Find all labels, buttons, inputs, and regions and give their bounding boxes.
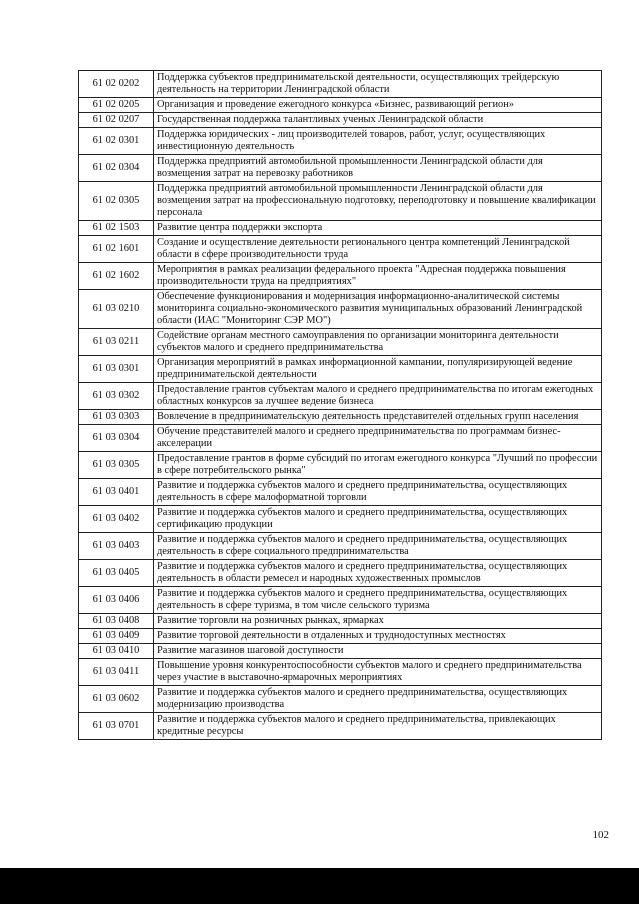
budget-code-table: [78, 70, 602, 740]
row-code-cell: 61 03 0405: [79, 560, 154, 587]
table-row: [79, 383, 602, 410]
row-code-cell: 61 03 0211: [79, 329, 154, 356]
row-description-cell: Предоставление грантов в форме субсидий по итогам ежегодного конкурса "Лучший по профессии в сфере потребительского рынка": [154, 452, 602, 479]
row-code-cell: 61 03 0301: [79, 356, 154, 383]
row-description-cell: Развитие и поддержка субъектов малого и среднего предпринимательства, осуществляющих сертификацию продукции: [154, 506, 602, 533]
table-row: [79, 263, 602, 290]
row-description-cell: Поддержка предприятий автомобильной промышленности Ленинградской области для возмещения затрат на профессиональную подготовку, переподготовку и повышение квалификации персонала: [154, 182, 602, 221]
row-code-cell: 61 02 1601: [79, 236, 154, 263]
row-description-cell: Обучение представителей малого и среднего предпринимательства по программам бизнес-акселерации: [154, 425, 602, 452]
scan-border: [0, 868, 639, 904]
row-code-cell: 61 03 0403: [79, 533, 154, 560]
row-code-cell: 61 02 0304: [79, 155, 154, 182]
row-description-cell: Организация мероприятий в рамках информационной кампании, популяризирующей ведение предпринимательской деятельности: [154, 356, 602, 383]
table-row: [79, 644, 602, 659]
row-code-cell: 61 03 0602: [79, 686, 154, 713]
table-row: [79, 221, 602, 236]
table-row: [79, 290, 602, 329]
table-row: [79, 410, 602, 425]
table-row: [79, 356, 602, 383]
row-description-cell: Развитие и поддержка субъектов малого и среднего предпринимательства, осуществляющих деятельность в области ремесел и народных художественных промыслов: [154, 560, 602, 587]
table-row: [79, 659, 602, 686]
row-code-cell: 61 03 0303: [79, 410, 154, 425]
row-code-cell: 61 03 0304: [79, 425, 154, 452]
row-code-cell: 61 03 0302: [79, 383, 154, 410]
row-code-cell: 61 03 0406: [79, 587, 154, 614]
row-description-cell: Мероприятия в рамках реализации федерального проекта "Адресная поддержка повышения производительности труда на предприятиях": [154, 263, 602, 290]
row-description-cell: Повышение уровня конкурентоспособности субъектов малого и среднего предпринимательства через участие в выставочно-ярмарочных мероприятиях: [154, 659, 602, 686]
row-code-cell: 61 03 0411: [79, 659, 154, 686]
table-row: [79, 686, 602, 713]
table-row: [79, 479, 602, 506]
row-code-cell: 61 03 0401: [79, 479, 154, 506]
table-row: [79, 182, 602, 221]
row-description-cell: Создание и осуществление деятельности регионального центра компетенций Ленинградской области в сфере производительности труда: [154, 236, 602, 263]
row-description-cell: Обеспечение функционирования и модернизация информационно-аналитической системы мониторинга социально-экономического развития муниципальных образований Ленинградской области (ИАС "Мониторинг СЭР МО"): [154, 290, 602, 329]
table-row: [79, 614, 602, 629]
row-code-cell: 61 02 0305: [79, 182, 154, 221]
table-row: [79, 329, 602, 356]
row-code-cell: 61 03 0210: [79, 290, 154, 329]
row-description-cell: Содействие органам местного самоуправления по организации мониторинга деятельности субъектов малого и среднего предпринимательства: [154, 329, 602, 356]
table-row: [79, 71, 602, 98]
row-description-cell: Организация и проведение ежегодного конкурса «Бизнес, развивающий регион»: [154, 98, 602, 113]
row-description-cell: Развитие торговой деятельности в отдаленных и труднодоступных местностях: [154, 629, 602, 644]
row-description-cell: Развитие и поддержка субъектов малого и среднего предпринимательства, осуществляющих деятельность в сфере малоформатной торговли: [154, 479, 602, 506]
row-code-cell: 61 03 0305: [79, 452, 154, 479]
table-row: [79, 155, 602, 182]
row-code-cell: 61 02 0207: [79, 113, 154, 128]
row-code-cell: 61 03 0701: [79, 713, 154, 740]
row-description-cell: Государственная поддержка талантливых ученых Ленинградской области: [154, 113, 602, 128]
table-row: [79, 113, 602, 128]
table-row: [79, 128, 602, 155]
table-row: [79, 629, 602, 644]
table-row: [79, 713, 602, 740]
row-description-cell: Развитие и поддержка субъектов малого и среднего предпринимательства, осуществляющих деятельность в сфере социального предпринимательства: [154, 533, 602, 560]
row-description-cell: Предоставление грантов субъектам малого и среднего предпринимательства по итогам ежегодных областных конкурсов за лучшее ведение бизнеса: [154, 383, 602, 410]
row-code-cell: 61 02 1503: [79, 221, 154, 236]
page-number: 102: [592, 829, 609, 841]
row-description-cell: Поддержка юридических - лиц производителей товаров, работ, услуг, осуществляющих инвестиционную деятельность: [154, 128, 602, 155]
table-row: [79, 425, 602, 452]
row-description-cell: Развитие магазинов шаговой доступности: [154, 644, 602, 659]
row-code-cell: 61 03 0408: [79, 614, 154, 629]
table-row: [79, 587, 602, 614]
table-row: [79, 452, 602, 479]
row-code-cell: 61 03 0410: [79, 644, 154, 659]
row-description-cell: Развитие торговли на розничных рынках, ярмарках: [154, 614, 602, 629]
row-code-cell: 61 02 0202: [79, 71, 154, 98]
row-description-cell: Поддержка предприятий автомобильной промышленности Ленинградской области для возмещения затрат на перевозку работников: [154, 155, 602, 182]
table-row: [79, 506, 602, 533]
row-description-cell: Поддержка субъектов предпринимательской деятельности, осуществляющих трейдерскую деятельность на территории Ленинградской области: [154, 71, 602, 98]
row-code-cell: 61 02 0205: [79, 98, 154, 113]
table-row: [79, 236, 602, 263]
row-description-cell: Развитие центра поддержки экспорта: [154, 221, 602, 236]
table-row: [79, 533, 602, 560]
row-description-cell: Развитие и поддержка субъектов малого и среднего предпринимательства, осуществляющих деятельность в сфере туризма, в том числе сельского туризма: [154, 587, 602, 614]
row-description-cell: Развитие и поддержка субъектов малого и среднего предпринимательства, осуществляющих модернизацию производства: [154, 686, 602, 713]
row-description-cell: Развитие и поддержка субъектов малого и среднего предпринимательства, привлекающих кредитные ресурсы: [154, 713, 602, 740]
row-code-cell: 61 03 0409: [79, 629, 154, 644]
row-description-cell: Вовлечение в предпринимательскую деятельность представителей отдельных групп населения: [154, 410, 602, 425]
table-body: [79, 71, 602, 740]
table-row: [79, 98, 602, 113]
row-code-cell: 61 03 0402: [79, 506, 154, 533]
table-row: [79, 560, 602, 587]
row-code-cell: 61 02 0301: [79, 128, 154, 155]
row-code-cell: 61 02 1602: [79, 263, 154, 290]
